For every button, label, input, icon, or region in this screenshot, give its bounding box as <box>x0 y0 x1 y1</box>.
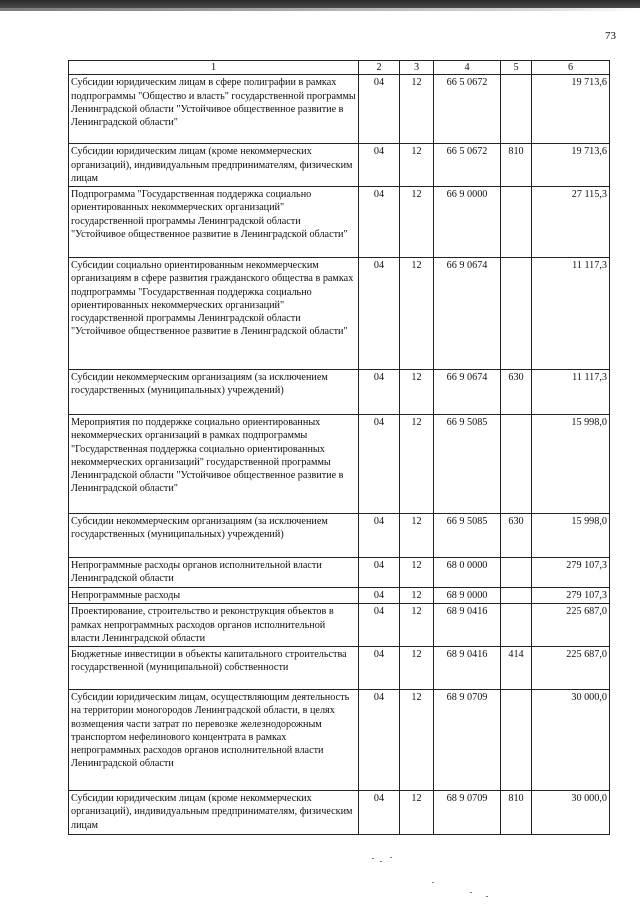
row-subsection: 12 <box>400 258 434 370</box>
row-name: Бюджетные инвестиции в объекты капитального строительства государственной (муниципальной) собственности <box>69 647 359 690</box>
row-section: 04 <box>359 604 400 647</box>
row-expense-type <box>501 187 532 258</box>
row-section: 04 <box>359 75 400 144</box>
table-row <box>69 144 610 187</box>
row-amount: 30 000,0 <box>532 791 610 835</box>
row-target-code: 66 9 0000 <box>434 187 501 258</box>
header-row <box>69 61 610 75</box>
row-amount: 27 115,3 <box>532 187 610 258</box>
table-row <box>69 187 610 258</box>
row-name: Подпрограмма "Государственная поддержка социально ориентированных некоммерческих организаций" государственной программы Ленинградской области "Устойчивое общественное развитие в Ленинградской области" <box>69 187 359 258</box>
scan-speck <box>486 896 488 897</box>
row-subsection: 12 <box>400 690 434 791</box>
row-subsection: 12 <box>400 415 434 514</box>
row-target-code: 68 9 0416 <box>434 647 501 690</box>
header-col-1: 1 <box>69 61 359 75</box>
row-expense-type: 630 <box>501 514 532 558</box>
row-amount: 30 000,0 <box>532 690 610 791</box>
budget-table <box>68 60 610 835</box>
header-col-4: 4 <box>434 61 501 75</box>
scan-top-shadow <box>0 8 640 11</box>
row-subsection: 12 <box>400 187 434 258</box>
row-name: Субсидии юридическим лицам в сфере полиграфии в рамках подпрограммы "Общество и власть" государственной программы Ленинградской области "Устойчивое общественное развитие в Ленинградской области" <box>69 75 359 144</box>
row-expense-type <box>501 415 532 514</box>
header-col-5: 5 <box>501 61 532 75</box>
row-subsection: 12 <box>400 370 434 415</box>
row-name: Субсидии некоммерческим организациям (за исключением государственных (муниципальных) учреждений) <box>69 514 359 558</box>
row-section: 04 <box>359 258 400 370</box>
table-row <box>69 690 610 791</box>
row-amount: 279 107,3 <box>532 588 610 604</box>
row-target-code: 66 9 5085 <box>434 514 501 558</box>
scan-top-border <box>0 0 640 8</box>
row-name: Мероприятия по поддержке социально ориентированных некоммерческих организаций в рамках подпрограммы "Государственная поддержка социально ориентированных некоммерческих организаций" государственной программы Ленинградской области "Устойчивое общественное развитие в Ленинградской области" <box>69 415 359 514</box>
row-amount: 225 687,0 <box>532 604 610 647</box>
row-subsection: 12 <box>400 514 434 558</box>
row-amount: 15 998,0 <box>532 415 610 514</box>
row-name: Субсидии некоммерческим организациям (за исключением государственных (муниципальных) учреждений) <box>69 370 359 415</box>
row-amount: 225 687,0 <box>532 647 610 690</box>
row-target-code: 68 9 0416 <box>434 604 501 647</box>
row-section: 04 <box>359 144 400 187</box>
table-row <box>69 791 610 835</box>
row-amount: 19 713,6 <box>532 144 610 187</box>
row-target-code: 66 9 5085 <box>434 415 501 514</box>
row-name: Субсидии юридическим лицам (кроме некоммерческих организаций), индивидуальным предпринимателям, физическим лицам <box>69 791 359 835</box>
row-section: 04 <box>359 558 400 588</box>
row-expense-type <box>501 690 532 791</box>
scan-speck <box>372 858 374 859</box>
row-target-code: 66 5 0672 <box>434 144 501 187</box>
scan-speck <box>380 861 382 862</box>
row-target-code: 66 9 0674 <box>434 370 501 415</box>
row-section: 04 <box>359 415 400 514</box>
header-col-2: 2 <box>359 61 400 75</box>
row-amount: 15 998,0 <box>532 514 610 558</box>
row-subsection: 12 <box>400 647 434 690</box>
table-row <box>69 75 610 144</box>
row-section: 04 <box>359 514 400 558</box>
row-target-code: 66 9 0674 <box>434 258 501 370</box>
row-amount: 11 117,3 <box>532 370 610 415</box>
row-expense-type: 630 <box>501 370 532 415</box>
row-subsection: 12 <box>400 588 434 604</box>
row-section: 04 <box>359 690 400 791</box>
scan-speck <box>470 892 472 893</box>
row-section: 04 <box>359 588 400 604</box>
row-name: Субсидии юридическим лицам, осуществляющим деятельность на территории моногородов Ленинградской области, в целях возмещения части затрат по перевозке железнодорожным транспортом нефелинового концентрата в рамках непрограммных расходов органов исполнительной власти Ленинградской области <box>69 690 359 791</box>
row-name: Непрограммные расходы органов исполнительной власти Ленинградской области <box>69 558 359 588</box>
row-subsection: 12 <box>400 558 434 588</box>
row-subsection: 12 <box>400 791 434 835</box>
row-amount: 19 713,6 <box>532 75 610 144</box>
row-name: Субсидии юридическим лицам (кроме некоммерческих организаций), индивидуальным предпринимателям, физическим лицам <box>69 144 359 187</box>
header-col-3: 3 <box>400 61 434 75</box>
table-row <box>69 588 610 604</box>
row-expense-type <box>501 75 532 144</box>
scan-speck <box>432 882 434 883</box>
row-section: 04 <box>359 187 400 258</box>
row-target-code: 68 9 0000 <box>434 588 501 604</box>
row-expense-type <box>501 588 532 604</box>
table-row <box>69 647 610 690</box>
row-section: 04 <box>359 791 400 835</box>
scan-speck <box>390 857 392 858</box>
row-expense-type <box>501 604 532 647</box>
row-expense-type: 810 <box>501 791 532 835</box>
table-row <box>69 604 610 647</box>
table-row <box>69 370 610 415</box>
row-subsection: 12 <box>400 604 434 647</box>
table-row <box>69 558 610 588</box>
row-amount: 11 117,3 <box>532 258 610 370</box>
row-name: Проектирование, строительство и реконструкция объектов в рамках непрограммных расходов органов исполнительной власти Ленинградской области <box>69 604 359 647</box>
row-expense-type <box>501 558 532 588</box>
row-target-code: 68 9 0709 <box>434 690 501 791</box>
row-name: Непрограммные расходы <box>69 588 359 604</box>
row-subsection: 12 <box>400 75 434 144</box>
table-row <box>69 415 610 514</box>
row-target-code: 68 9 0709 <box>434 791 501 835</box>
row-name: Субсидии социально ориентированным некоммерческим организациям в сфере развития гражданского общества в рамках подпрограммы "Государственная поддержка социально ориентированных некоммерческих организаций" государственной программы Ленинградской области "Устойчивое общественное развитие в Ленинградской области" <box>69 258 359 370</box>
row-expense-type: 414 <box>501 647 532 690</box>
row-target-code: 66 5 0672 <box>434 75 501 144</box>
table-row <box>69 258 610 370</box>
row-expense-type: 810 <box>501 144 532 187</box>
row-amount: 279 107,3 <box>532 558 610 588</box>
row-subsection: 12 <box>400 144 434 187</box>
row-expense-type <box>501 258 532 370</box>
row-target-code: 68 0 0000 <box>434 558 501 588</box>
row-section: 04 <box>359 647 400 690</box>
header-col-6: 6 <box>532 61 610 75</box>
page-number: 73 <box>605 30 616 42</box>
table-row <box>69 514 610 558</box>
row-section: 04 <box>359 370 400 415</box>
